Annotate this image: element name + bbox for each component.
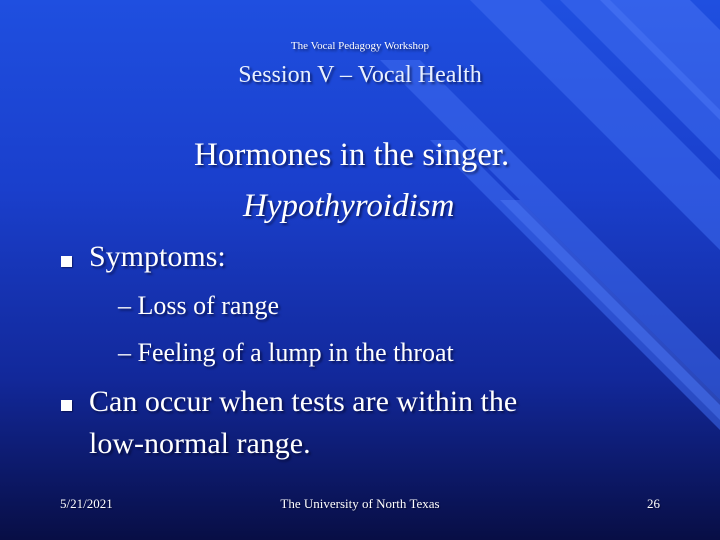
session-title: Session V – Vocal Health bbox=[238, 62, 482, 88]
footer-date: 5/21/2021 bbox=[60, 496, 113, 511]
subitem-lump-in-throat: – Feeling of a lump in the throat bbox=[118, 338, 454, 367]
footer-organization: The University of North Texas bbox=[280, 496, 440, 511]
workshop-title: The Vocal Pedagogy Workshop bbox=[290, 40, 430, 52]
bullet-square-icon bbox=[61, 400, 72, 411]
bullet-square-icon bbox=[61, 256, 72, 267]
bullet-can-occur-line1: Can occur when tests are within the bbox=[89, 385, 518, 418]
bullet-symptoms: Symptoms: bbox=[89, 240, 226, 273]
subitem-loss-of-range: – Loss of range bbox=[118, 291, 280, 320]
slide-heading: Hormones in the singer. bbox=[194, 137, 510, 173]
page-number: 26 bbox=[647, 496, 660, 511]
slide-subheading: Hypothyroidism bbox=[243, 188, 455, 224]
bullet-can-occur-line2: low-normal range. bbox=[89, 427, 311, 460]
